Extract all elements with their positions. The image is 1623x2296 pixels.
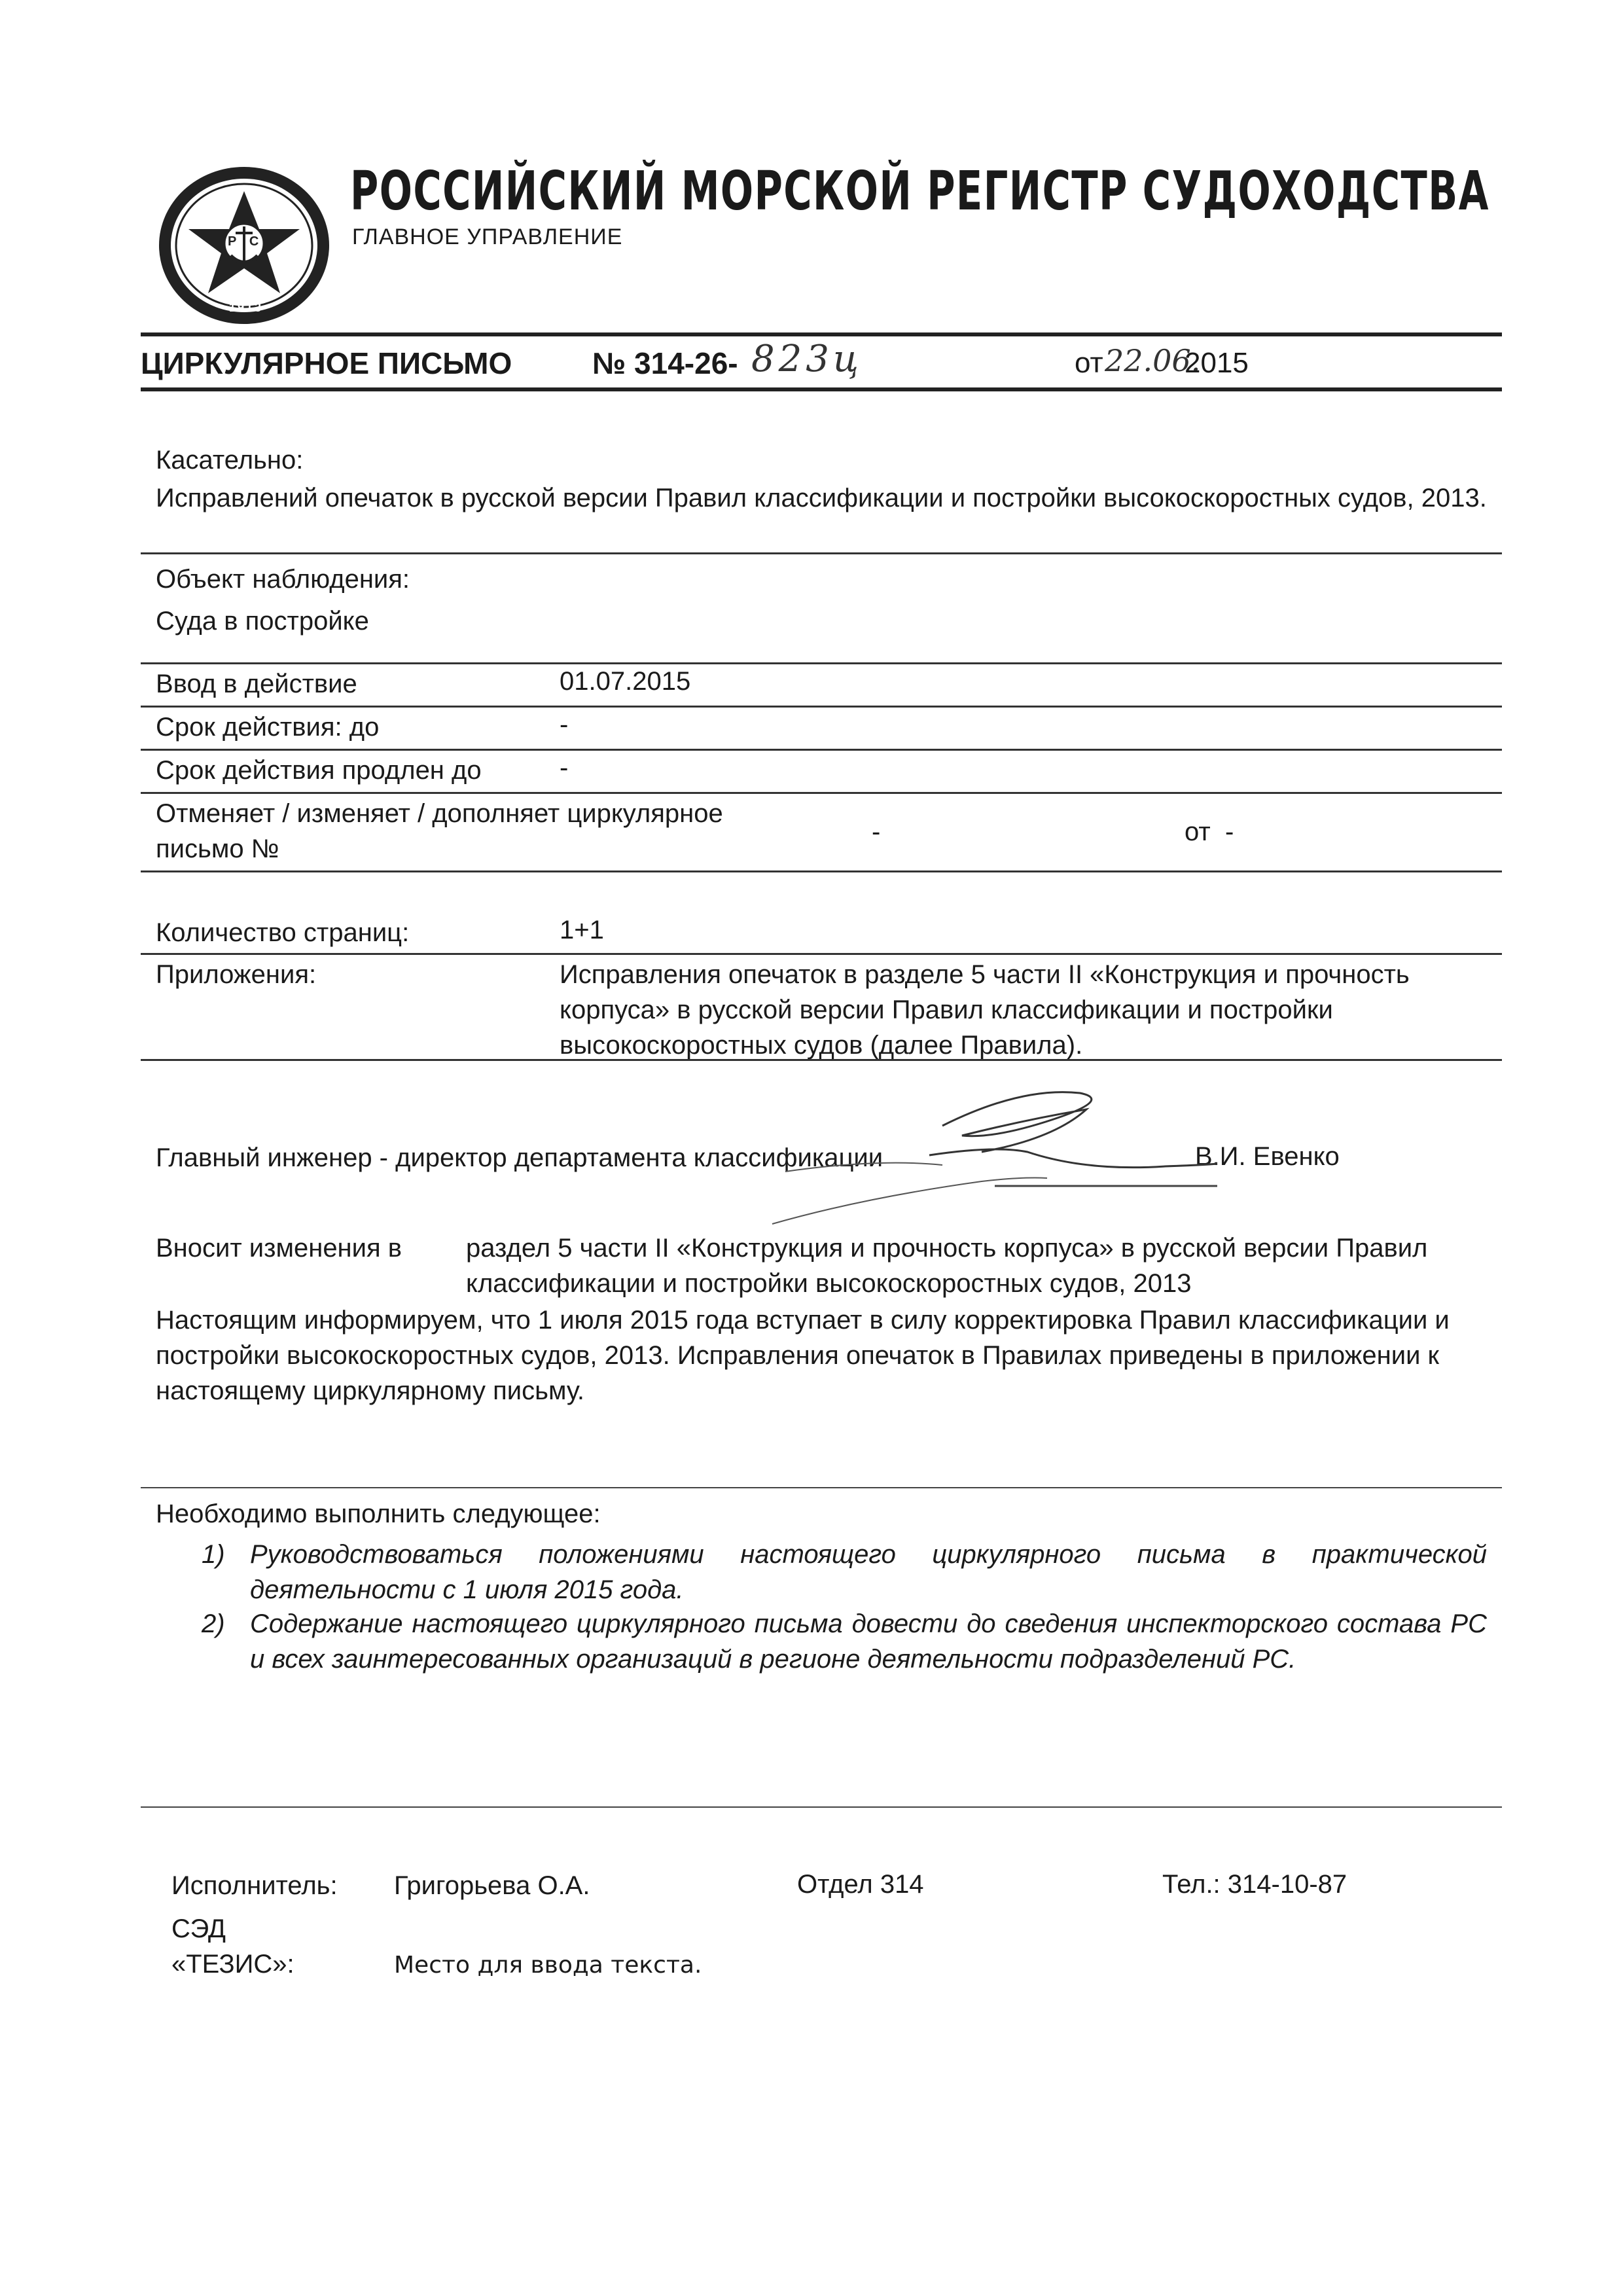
letter-number-prefix: № 314-26- — [592, 346, 738, 380]
pages-label: Количество страниц: — [156, 918, 410, 947]
letter-type: ЦИРКУЛЯРНОЕ ПИСЬМО — [141, 346, 512, 380]
executor-label: Исполнитель: — [171, 1871, 338, 1900]
pages-value: 1+1 — [560, 916, 604, 944]
actions-label: Необходимо выполнить следующее: — [156, 1499, 601, 1528]
cancels-value: - — [872, 817, 881, 846]
attachments-label: Приложения: — [156, 960, 317, 989]
signature-icon — [746, 1073, 1283, 1244]
changes-value: раздел 5 части II «Конструкция и прочность корпуса» в русской версии Правил классификации и постройки высокоскоростных судов, 2013 — [466, 1234, 1428, 1298]
logo-emblem — [156, 164, 332, 327]
extended-label: Срок действия продлен до — [156, 756, 482, 785]
letter-date-prefix: от — [1075, 347, 1103, 379]
observation-rule — [141, 662, 1502, 664]
signatory-position: Главный инженер - директор департамента классификации — [156, 1143, 883, 1172]
observation-value: Суда в постройке — [156, 607, 369, 636]
subject-rule — [141, 552, 1502, 554]
observation-label: Объект наблюдения: — [156, 565, 410, 594]
valid-until-value: - — [560, 710, 569, 739]
changes-label: Вносит изменения в — [156, 1234, 402, 1263]
attachments-value: Исправления опечаток в разделе 5 части II «Конструкция и прочность корпуса» в русской версии Правил классификации и постройки высокоскоростных судов (далее Правила). — [560, 960, 1410, 1060]
letter-number-handwritten: 823ц — [751, 338, 863, 380]
org-title: РОССИЙСКИЙ МОРСКОЙ РЕГИСТР СУДОХОДСТВА — [350, 160, 1489, 223]
body-paragraph: Настоящим информируем, что 1 июля 2015 года вступает в силу корректировка Правил классификации и постройки высокоскоростных судов, 2013. Исправления опечаток в Правилах приведены в приложении к настоящему циркулярному письму. — [156, 1306, 1450, 1405]
logo-letters: РС — [228, 234, 272, 249]
actions-rule — [141, 1806, 1502, 1808]
effective-value: 01.07.2015 — [560, 667, 691, 696]
letter-date-handwritten: 22.06. — [1105, 343, 1201, 378]
subject-text: Исправлений опечаток в русской версии Правил классификации и постройки высокоскоростных судов, 2013. — [156, 484, 1487, 512]
department: Отдел 314 — [797, 1870, 924, 1899]
action-num-1: 1) — [202, 1540, 225, 1569]
action-text-1: Руководствоваться положениями настоящего циркулярного письма в практической деятельности с 1 июля 2015 года. — [250, 1540, 1487, 1604]
valid-until-label: Срок действия: до — [156, 713, 380, 742]
cancels-rule — [141, 870, 1502, 872]
cancels-from-label: от — [1185, 817, 1211, 846]
cancels-from-value: - — [1225, 817, 1234, 846]
title-bottom-rule — [141, 387, 1502, 391]
extended-value: - — [560, 753, 569, 782]
sed-label: СЭД «ТЕЗИС»: — [171, 1914, 294, 1979]
effective-rule — [141, 706, 1502, 708]
subject-label: Касательно: — [156, 446, 304, 475]
logo-year: 1913 — [229, 301, 264, 314]
action-num-2: 2) — [202, 1609, 225, 1638]
action-text-2: Содержание настоящего циркулярного письма довести до сведения инспекторского состава РС и всех заинтересованных организаций в регионе деятельности подразделений РС. — [250, 1609, 1487, 1674]
cancels-label: Отменяет / изменяет / дополняет циркулярное письмо № — [156, 799, 723, 863]
phone: Тел.: 314-10-87 — [1162, 1870, 1347, 1899]
org-subtitle: ГЛАВНОЕ УПРАВЛЕНИЕ — [352, 224, 623, 249]
signatory-name: В.И. Евенко — [1195, 1142, 1340, 1171]
letter-date-year: 2015 — [1185, 347, 1249, 379]
extended-rule — [141, 792, 1502, 794]
executor-name: Григорьева О.А. — [394, 1871, 590, 1900]
attachments-rule — [141, 1059, 1502, 1061]
effective-label: Ввод в действие — [156, 670, 357, 698]
valid-until-rule — [141, 749, 1502, 751]
sed-value[interactable]: Место для ввода текста. — [394, 1952, 702, 1979]
body-rule — [141, 1487, 1502, 1488]
pages-rule — [141, 953, 1502, 955]
